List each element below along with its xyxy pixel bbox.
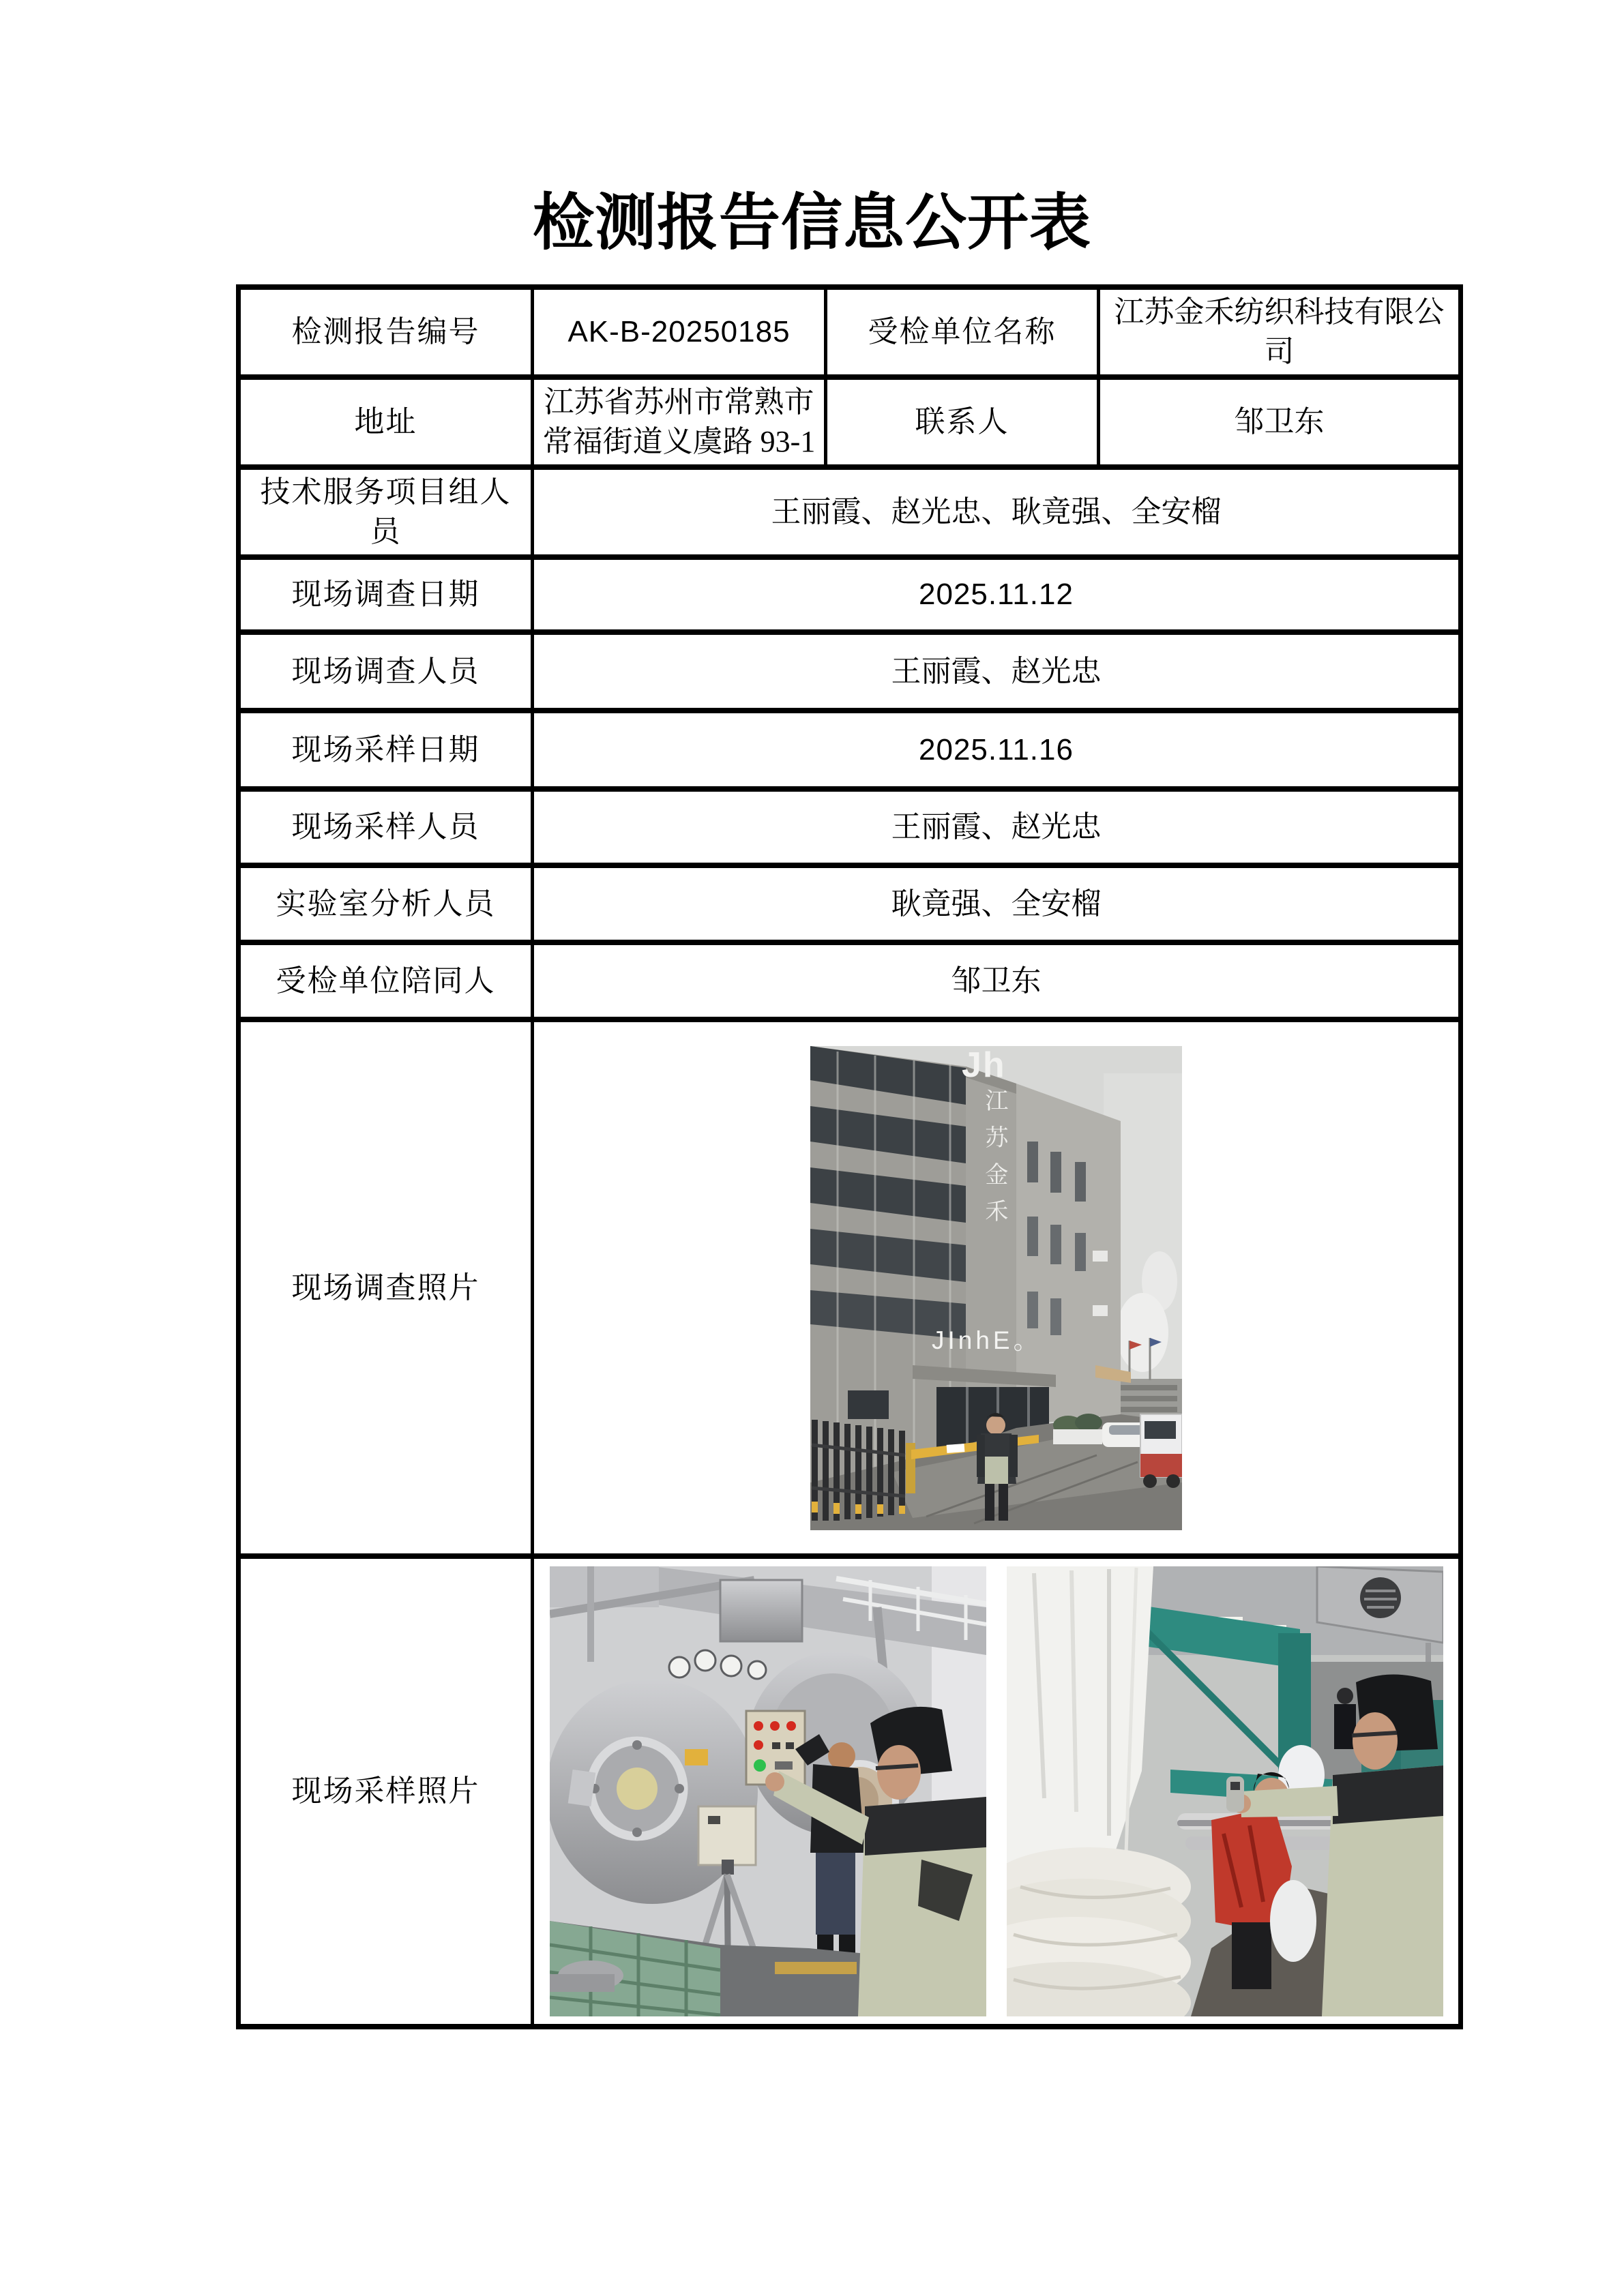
- sampling-photo-textile: [1007, 1566, 1443, 2016]
- machinery-photo-art: [550, 1566, 986, 2016]
- table-row-sampling-photo: [239, 1556, 1461, 2027]
- sampling-date-value: 2025.11.16: [533, 711, 1461, 789]
- survey-photo-label: 现场调查照片: [239, 1019, 533, 1556]
- report-no-value: AK-B-20250185: [533, 287, 826, 377]
- table-row-lab-staff: [239, 865, 1461, 942]
- report-no-label: 检测报告编号: [239, 287, 533, 377]
- survey-date-label: 现场调查日期: [239, 557, 533, 632]
- textile-photo-art: [1007, 1566, 1443, 2016]
- table-row-sampling-staff: [239, 789, 1461, 865]
- escort-label: 受检单位陪同人: [239, 942, 533, 1019]
- sampling-date-label: 现场采样日期: [239, 711, 533, 789]
- table-row-survey-staff: [239, 632, 1461, 711]
- survey-photo-building: [810, 1046, 1182, 1530]
- unit-name-value: 江苏金禾纺织科技有限公司: [1099, 287, 1461, 377]
- building-vertical-sign-text: 江苏金禾: [981, 1088, 1007, 1236]
- fabric-pile: [1007, 1847, 1191, 2016]
- sampling-photo-machinery: [550, 1566, 986, 2016]
- report-table: [236, 284, 1463, 2029]
- table-row-sampling-date: [239, 711, 1461, 789]
- table-row-survey-photo: [239, 1019, 1461, 1556]
- sampling-photo-cell: [533, 1556, 1461, 2027]
- sampling-staff-value: 王丽霞、赵光忠: [533, 789, 1461, 865]
- contact-value: 邹卫东: [1099, 377, 1461, 467]
- table-row-survey-date: [239, 557, 1461, 632]
- survey-staff-label: 现场调查人员: [239, 632, 533, 711]
- escort-value: 邹卫东: [533, 942, 1461, 1019]
- address-value: 江苏省苏州市常熟市常福街道义虞路 93-1: [533, 377, 826, 467]
- table-row-address: [239, 377, 1461, 467]
- table-row-escort: [239, 942, 1461, 1019]
- lab-staff-value: 耿竟强、全安榴: [533, 865, 1461, 942]
- team-label: 技术服务项目组人员: [239, 467, 533, 557]
- table-row-team: [239, 467, 1461, 557]
- sampling-photo-label: 现场采样照片: [239, 1556, 533, 2027]
- page-title: 检测报告信息公开表: [533, 190, 1091, 257]
- lab-staff-label: 实验室分析人员: [239, 865, 533, 942]
- building-logo-text: Jh: [962, 1045, 1006, 1085]
- building-entrance-sign-text: JInhE。: [932, 1326, 1042, 1354]
- survey-photo-cell: [533, 1019, 1461, 1556]
- sampling-staff-label: 现场采样人员: [239, 789, 533, 865]
- team-value: 王丽霞、赵光忠、耿竟强、全安榴: [533, 467, 1461, 557]
- table-row-report-no: [239, 287, 1461, 377]
- survey-date-value: 2025.11.12: [533, 557, 1461, 632]
- gate-bars: [812, 1420, 905, 1521]
- address-label: 地址: [239, 377, 533, 467]
- unit-name-label: 受检单位名称: [826, 287, 1099, 377]
- survey-staff-value: 王丽霞、赵光忠: [533, 632, 1461, 711]
- contact-label: 联系人: [826, 377, 1099, 467]
